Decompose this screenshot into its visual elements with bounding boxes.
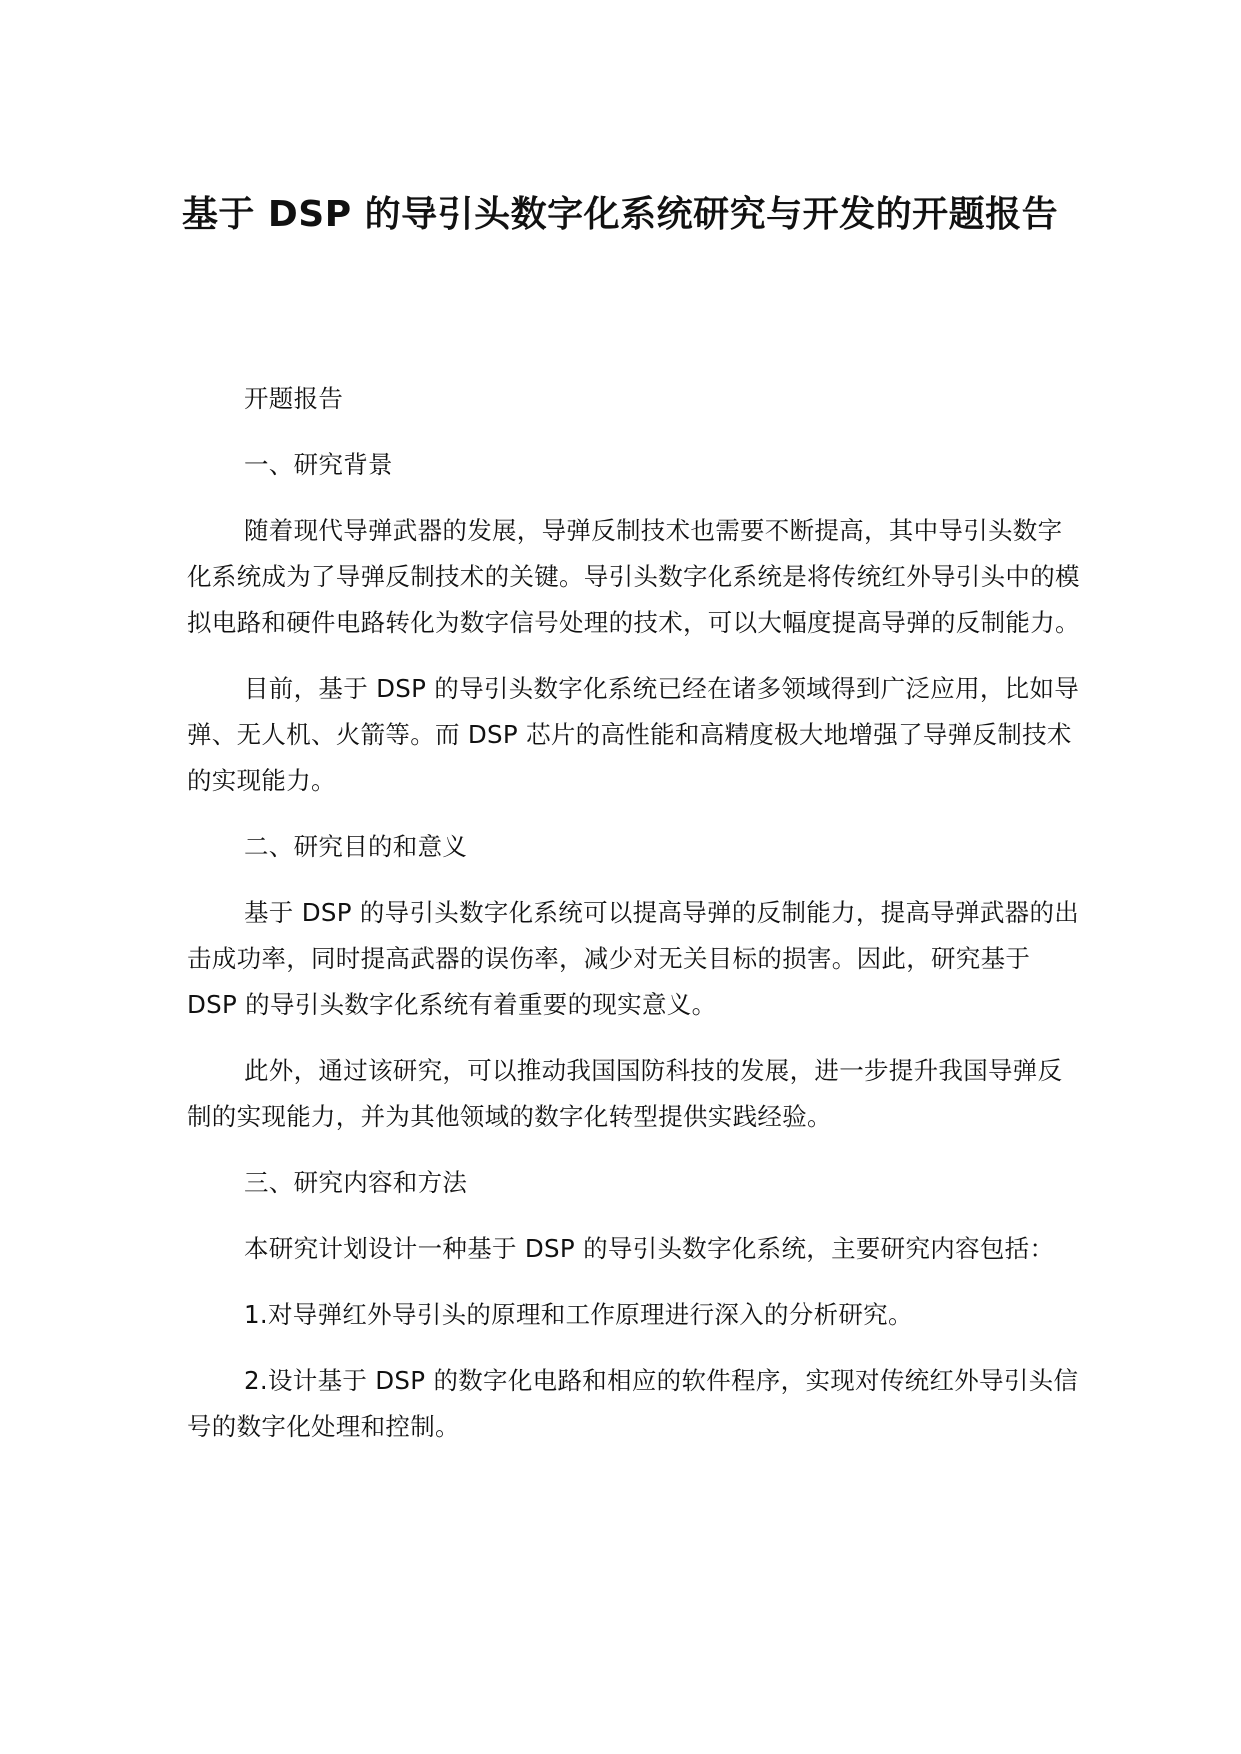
section-heading-content: 三、研究内容和方法 <box>244 1168 468 1197</box>
paragraph-content-intro: 本研究计划设计一种基于 DSP 的导引头数字化系统，主要研究内容包括： <box>244 1234 1055 1263</box>
section-heading-purpose: 二、研究目的和意义 <box>244 832 468 861</box>
paragraph-purpose-2: 此外，通过该研究，可以推动我国国防科技的发展，进一步提升我国导弹反制的实现能力，并为其他领域的数字化转型提供实践经验。 <box>187 1056 1063 1131</box>
document-title: 基于 DSP 的导引头数字化系统研究与开发的开题报告 <box>181 194 1059 235</box>
paragraph-background-2: 目前，基于 DSP 的导引头数字化系统已经在诸多领域得到广泛应用，比如导弹、无人机、火箭等。而 DSP 芯片的高性能和高精度极大地增强了导弹反制技术的实现能力。 <box>187 674 1080 795</box>
list-item-2: 2.设计基于 DSP 的数字化电路和相应的软件程序，实现对传统红外导引头信号的数字化处理和控制。 <box>187 1366 1079 1441</box>
list-item-1: 1.对导弹红外导引头的原理和工作原理进行深入的分析研究。 <box>244 1300 913 1329</box>
paragraph-purpose-1: 基于 DSP 的导引头数字化系统可以提高导弹的反制能力，提高导弹武器的出击成功率，同时提高武器的误伤率，减少对无关目标的损害。因此，研究基于 DSP 的导引头数字化系统有着重要的现实意义。 <box>187 898 1080 1019</box>
section-heading-proposal: 开题报告 <box>244 384 344 413</box>
section-heading-background: 一、研究背景 <box>244 450 393 479</box>
paragraph-background-1: 随着现代导弹武器的发展，导弹反制技术也需要不断提高，其中导引头数字化系统成为了导弹反制技术的关键。导引头数字化系统是将传统红外导引头中的模拟电路和硬件电路转化为数字信号处理的技术，可以大幅度提高导弹的反制能力。 <box>187 516 1080 637</box>
document-body <box>187 376 1087 1470</box>
